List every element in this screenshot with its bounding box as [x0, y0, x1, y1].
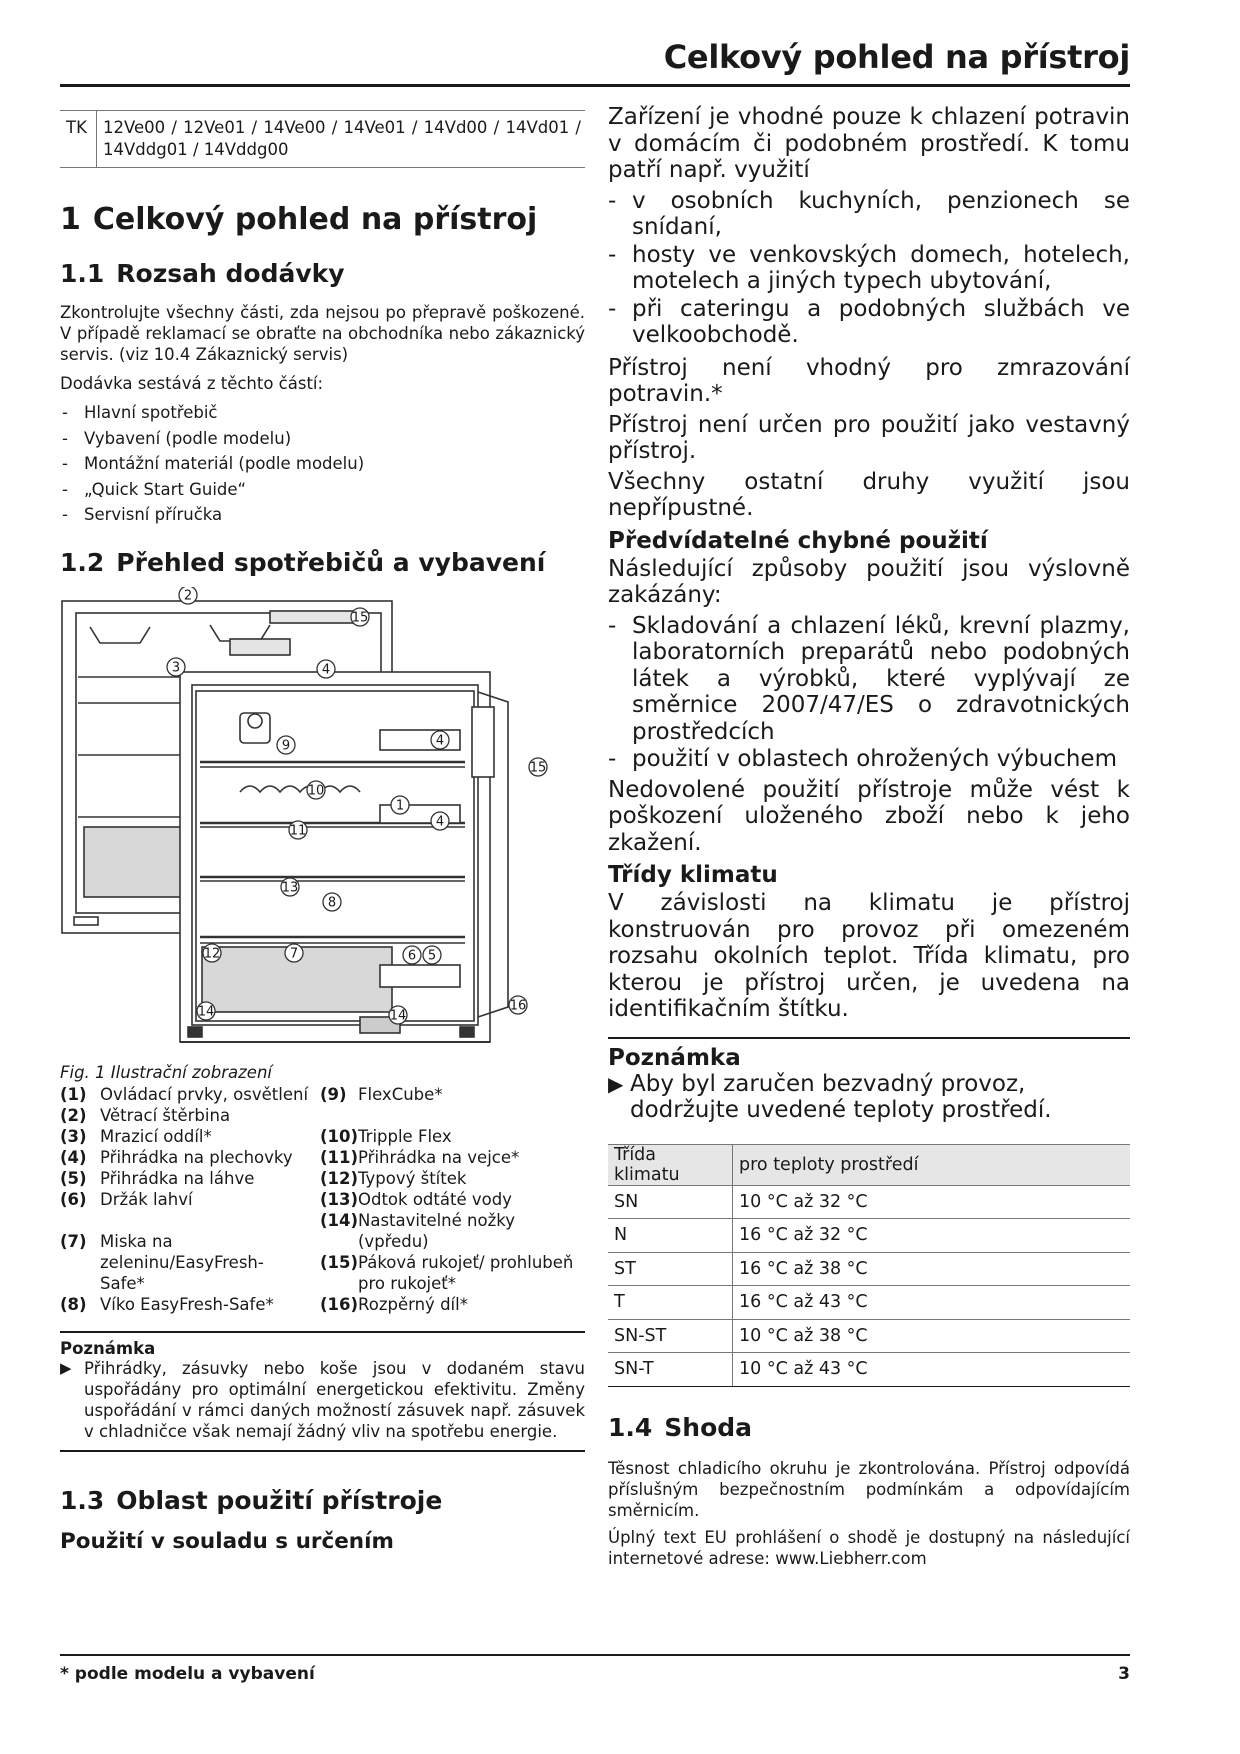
- column-header: pro teploty prostředí: [733, 1144, 1131, 1185]
- svg-text:13: 13: [281, 880, 299, 895]
- legend-item: (16) Rozpěrný díl*: [320, 1294, 468, 1314]
- note-box-energy: [60, 1331, 585, 1452]
- list-item: - Hlavní spotřebič: [60, 400, 585, 426]
- callout-14: [197, 1002, 215, 1020]
- callout-15: [351, 608, 369, 626]
- legend-item: (12) Typový štítek: [320, 1168, 467, 1188]
- svg-text:5: 5: [427, 948, 437, 963]
- subsection-heading-1-2: 1.2 Přehled spotřebičů a vybavení: [60, 547, 546, 577]
- not-built-in-text: Přístroj není určen pro použití jako vestavný přístroj.: [608, 411, 1130, 464]
- climate-heading: Třídy klimatu: [608, 862, 778, 888]
- fridge-illustration: [60, 587, 585, 1057]
- legend-item: (7) Miska na zeleninu/EasyFresh-Safe*: [60, 1231, 264, 1293]
- callout-13: [281, 878, 299, 896]
- list-item: - Servisní příručka: [60, 502, 585, 528]
- svg-text:3: 3: [171, 660, 181, 675]
- delivery-list: [60, 400, 585, 528]
- section-heading: 1 Celkový pohled na přístroj: [60, 202, 538, 237]
- list-item: - hosty ve venkovských domech, hotelech, motelech a jiných typech ubytování,: [608, 242, 1130, 295]
- callout-4: [317, 660, 335, 678]
- legend-column-right: [320, 1084, 585, 1315]
- legend-item: (15) Páková rukojeť/ prohlubeň pro rukojeť*: [320, 1252, 574, 1293]
- right-column: [608, 104, 1130, 1569]
- climate-text: V závislosti na klimatu je přístroj konstruován pro provoz při omezeném rozsahu okolních teplot. Třída klimatu, pro kterou je přístroj určen, je uvedena na identifikačním štítku.: [608, 890, 1130, 1022]
- svg-text:14: 14: [197, 1004, 215, 1019]
- list-item: - při cateringu a podobných službách ve velkoobchodě.: [608, 296, 1130, 349]
- svg-text:6: 6: [407, 948, 417, 963]
- misuse-list: [608, 613, 1130, 773]
- callout-6: [403, 946, 421, 964]
- list-item: - Skladování a chlazení léků, krevní plazmy, laboratorních preparátů nebo podobných látek a výrobků, které vyplývají ze směrnice 2007/47/ES o zdravotnických prostředcích: [608, 613, 1130, 746]
- table-row: T 16 °C až 43 °C: [608, 1286, 1130, 1320]
- callout-2: [179, 587, 197, 604]
- legend-item: (14) Nastavitelné nožky (vpředu): [320, 1210, 515, 1251]
- callout-4b: [431, 731, 449, 749]
- list-item: - použití v oblastech ohrožených výbuchem: [608, 746, 1130, 773]
- svg-text:1: 1: [395, 798, 405, 813]
- callout-15b: [529, 758, 547, 776]
- note-box-temperature: [608, 1037, 1130, 1124]
- list-item: - Vybavení (podle modelu): [60, 426, 585, 452]
- fridge-drawing: [60, 587, 585, 1057]
- svg-text:15: 15: [351, 610, 369, 625]
- list-item: - v osobních kuchyních, penzionech se snídaní,: [608, 188, 1130, 241]
- svg-text:2: 2: [183, 588, 193, 603]
- footer-note: * podle modelu a vybavení: [60, 1664, 315, 1684]
- svg-text:15: 15: [529, 760, 547, 775]
- misuse-heading: Předvídatelné chybné použití: [608, 527, 988, 554]
- note-title: Poznámka: [608, 1044, 741, 1071]
- table-row: SN 10 °C až 32 °C: [608, 1185, 1130, 1219]
- note-text: Přihrádky, zásuvky nebo koše jsou v dodaném stavu uspořádány pro optimální energetickou efektivitu. Změny uspořádání v rámci daných možností zásuvek např. zásuvek v chladničce však nemají žádný vliv na spotřebu energie.: [84, 1358, 585, 1441]
- legend-item: (2) Větrací štěrbina: [60, 1105, 231, 1125]
- footer-rule: [60, 1654, 1130, 1656]
- list-item: - „Quick Start Guide“: [60, 477, 585, 503]
- legend-item: (6) Držák lahví: [60, 1189, 193, 1209]
- svg-text:10: 10: [307, 783, 325, 798]
- callout-12: [203, 944, 221, 962]
- use-list: [608, 188, 1130, 349]
- legend-item: (9) FlexCube*: [320, 1084, 443, 1104]
- subsection-heading-1-4: 1.4 Shoda: [608, 1412, 753, 1442]
- callout-4c: [431, 812, 449, 830]
- legend-item: (1) Ovládací prvky, osvětlení: [60, 1084, 309, 1104]
- svg-text:14: 14: [389, 1008, 407, 1023]
- note-text: Aby byl zaručen bezvadný provoz, dodržujte uvedené teploty prostředí.: [630, 1070, 1052, 1123]
- figure-legend: [60, 1084, 585, 1315]
- subsection-heading-1-1: 1.1 Rozsah dodávky: [60, 259, 345, 288]
- model-table: [60, 110, 585, 168]
- callout-11: [289, 821, 307, 839]
- figure-caption: Fig. 1 Ilustrační zobrazení: [60, 1062, 272, 1082]
- table-row: ST 16 °C až 38 °C: [608, 1252, 1130, 1286]
- list-item: - Montážní materiál (podle modelu): [60, 451, 585, 477]
- page-number: 3: [1118, 1664, 1130, 1684]
- misuse-consequence: Nedovolené použití přístroje může vést k poškození uloženého zboží nebo k jeho zkažení.: [608, 776, 1130, 856]
- svg-text:4: 4: [321, 662, 331, 677]
- subheading-intended-use: Použití v souladu s určením: [60, 1528, 394, 1554]
- svg-text:16: 16: [509, 998, 527, 1013]
- svg-text:8: 8: [327, 895, 337, 910]
- svg-text:12: 12: [203, 946, 221, 961]
- misuse-intro: Následující způsoby použití jsou výslovně zakázány:: [608, 555, 1130, 608]
- callout-8: [323, 893, 341, 911]
- column-header: Třída klimatu: [608, 1144, 733, 1185]
- table-row: N 16 °C až 32 °C: [608, 1219, 1130, 1253]
- other-uses-text: Všechny ostatní druhy využití jsou nepřípustné.: [608, 468, 1130, 521]
- svg-text:4: 4: [435, 814, 445, 829]
- svg-text:4: 4: [435, 733, 445, 748]
- delivery-intro: Zkontrolujte všechny části, zda nejsou po přepravě poškozené. V případě reklamací se obraťte na obchodníka nebo zákaznický servis. (viz 10.4 Zákaznický servis): [60, 303, 585, 364]
- table-header-row: [608, 1144, 1130, 1185]
- legend-column-left: [60, 1084, 320, 1315]
- legend-item: (10) Tripple Flex: [320, 1126, 452, 1146]
- arrow-right-icon: ▶: [608, 1071, 624, 1096]
- intended-use-text: Zařízení je vhodné pouze k chlazení potravin v domácím či podobném prostředí. K tomu patří např. využití: [608, 104, 1130, 183]
- legend-item: (5) Přihrádka na láhve: [60, 1168, 255, 1188]
- legend-item: (13) Odtok odtáté vody: [320, 1189, 512, 1209]
- callout-16: [509, 996, 527, 1014]
- header-rule: [60, 84, 1130, 87]
- arrow-right-icon: ▶: [60, 1358, 72, 1377]
- callout-7: [285, 944, 303, 962]
- table-row: SN-ST 10 °C až 38 °C: [608, 1319, 1130, 1353]
- model-list: 12Ve00 / 12Ve01 / 14Ve00 / 14Ve01 / 14Vd00 / 14Vd01 / 14Vddg01 / 14Vddg00: [103, 118, 581, 159]
- callout-1: [391, 796, 409, 814]
- left-column: [60, 110, 585, 1554]
- conformity-text: Těsnost chladicího okruhu je zkontrolována. Přístroj odpovídá příslušným bezpečnostním podmínkám a odpovídajícím směrnicím.: [608, 1458, 1130, 1520]
- callout-14b: [389, 1006, 407, 1024]
- callout-9: [277, 736, 295, 754]
- no-freezing-text: Přístroj není vhodný pro zmrazování potravin.*: [608, 354, 1130, 407]
- subsection-heading-1-3: 1.3 Oblast použití přístroje: [60, 1485, 443, 1515]
- callout-10: [307, 781, 325, 799]
- declaration-text: Úplný text EU prohlášení o shodě je dostupný na následující internetové adrese: www.Liebherr.com: [608, 1527, 1130, 1568]
- callout-5: [423, 946, 441, 964]
- callout-3: [167, 658, 185, 676]
- legend-item: (3) Mrazicí oddíl*: [60, 1126, 212, 1146]
- svg-text:7: 7: [289, 946, 299, 961]
- svg-text:11: 11: [289, 823, 307, 838]
- legend-item: (4) Přihrádka na plechovky: [60, 1147, 293, 1167]
- table-row: SN-T 10 °C až 43 °C: [608, 1353, 1130, 1387]
- delivery-lead: Dodávka sestává z těchto částí:: [60, 374, 324, 393]
- page-header-title: Celkový pohled na přístroj: [663, 38, 1130, 76]
- legend-item: (11) Přihrádka na vejce*: [320, 1147, 520, 1167]
- svg-text:9: 9: [281, 738, 291, 753]
- climate-class-table: [608, 1144, 1130, 1387]
- model-key: TK: [60, 111, 97, 167]
- legend-item: (8) Víko EasyFresh-Safe*: [60, 1294, 274, 1314]
- note-title: Poznámka: [60, 1338, 156, 1358]
